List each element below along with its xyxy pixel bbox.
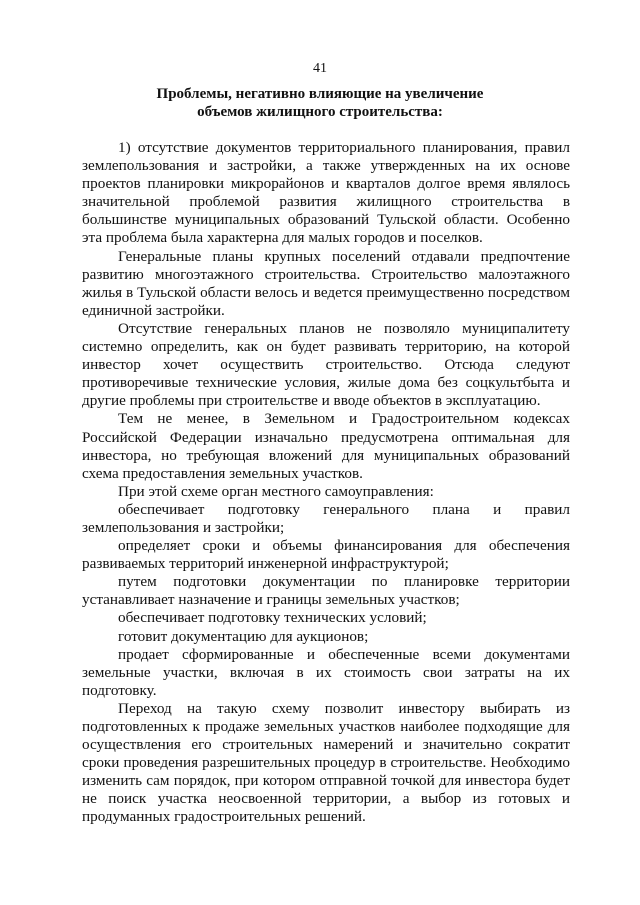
paragraph: Тем не менее, в Земельном и Градостроительном кодексах Российской Федерации изначально предусмотрена оптимальная для инвестора, но требующая вложений для муниципальных образований схема предоставления земельных участков. (82, 410, 570, 482)
body-text (82, 139, 570, 827)
paragraph: Отсутствие генеральных планов не позволяло муниципалитету системно определить, как он будет развивать территорию, на которой инвестор хочет осуществить строительство. Отсюда следуют противоречивые технические условия, жилые дома без соцкультбыта и другие проблемы при строительстве и вводе объектов в эксплуатацию. (82, 319, 570, 410)
title-line-1: Проблемы, негативно влияющие на увеличение (156, 86, 484, 102)
list-item: обеспечивает подготовку генерального плана и правил землепользования и застройки; (82, 500, 570, 536)
section-title (0, 85, 640, 121)
paragraph: Переход на такую схему позволит инвестору выбирать из подготовленных к продаже земельных участков наиболее подходящие для осуществления его строительных намерений и значительно сократит сроки проведения разрешительных процедур в строительстве. Необходимо изменить сам порядок, при котором отправной точкой для инвестора будет не поиск участка неосвоенной территории, а выбор из готовых и продуманных градостроительных решений. (82, 699, 570, 826)
list-item: определяет сроки и объемы финансирования для обеспечения развиваемых территорий инженерной инфраструктурой; (82, 537, 570, 573)
list-item: путем подготовки документации по планировке территории устанавливает назначение и границы земельных участков; (82, 573, 570, 609)
title-line-2: объемов жилищного строительства: (197, 104, 443, 120)
paragraph: При этой схеме орган местного самоуправления: (118, 482, 434, 500)
list-item: обеспечивает подготовку технических условий; (118, 609, 427, 627)
page-number: 41 (313, 61, 327, 76)
paragraph: Генеральные планы крупных поселений отдавали предпочтение развитию многоэтажного строительства. Строительство малоэтажного жилья в Тульской области велось и ведется преимущественно посредством единичной застройки. (82, 247, 570, 319)
list-item: готовит документацию для аукционов; (118, 627, 369, 645)
list-item: продает сформированные и обеспеченные всеми документами земельные участки, включая в их стоимость свои затраты на их подготовку. (82, 645, 570, 699)
paragraph: 1) отсутствие документов территориального планирования, правил землепользования и застройки, а также утвержденных на их основе проектов планировки микрорайонов и кварталов долгое время являлось значительной проблемой развития жилищного строительства в большинстве муниципальных образований Тульской области. Особенно эта проблема была характерна для малых городов и поселков. (82, 139, 570, 247)
